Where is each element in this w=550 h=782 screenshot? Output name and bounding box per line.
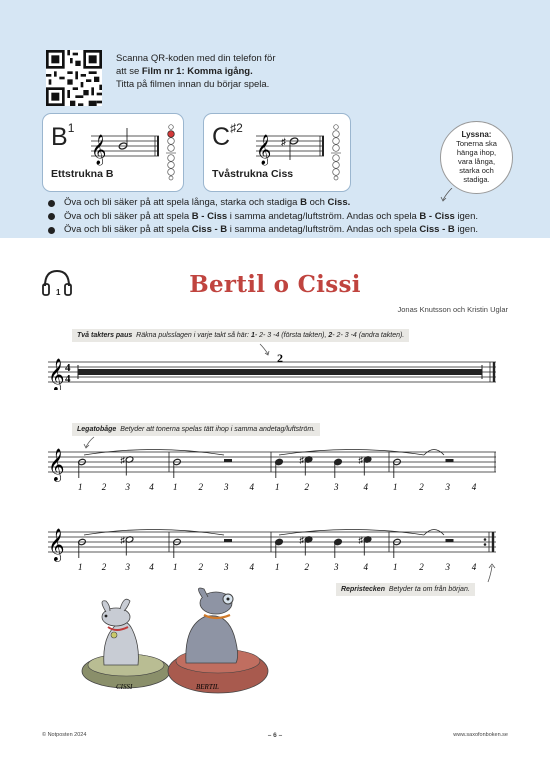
bubble-line: hänga ihop,: [456, 148, 497, 157]
count-label: 3: [445, 562, 450, 572]
count-label: 2: [198, 562, 203, 572]
treble-clef-icon: 𝄞: [48, 360, 65, 390]
note-name: $C^{♯2}$: [212, 121, 243, 151]
fingering-chart-icon: [166, 125, 176, 180]
qr-line-2: att se Film nr 1: Komma igång.: [116, 66, 253, 77]
bubble-line: stadiga.: [463, 175, 490, 184]
count-label: 3: [125, 562, 130, 572]
sharp-icon: ♯: [299, 455, 304, 465]
count-label: 3: [224, 482, 229, 492]
sharp-icon: ♯: [358, 455, 363, 465]
count-label: 3: [334, 482, 339, 492]
rest-count: 2: [277, 351, 283, 365]
half-rest: [224, 459, 232, 462]
count-label: 4: [149, 562, 154, 572]
half-rest: [446, 459, 454, 462]
qr-code[interactable]: [46, 50, 102, 106]
annotation-arrow: [484, 562, 500, 584]
dog-name-left: CISSI: [116, 683, 133, 691]
multi-measure-rest: [78, 369, 482, 375]
time-signature-bottom: 4: [65, 373, 71, 385]
half-rest: [224, 539, 232, 542]
count-label: 1: [78, 562, 83, 572]
listen-bubble: [440, 121, 513, 194]
list-item: Öva och bli säker på att spela Ciss - B i samma andetag/luftström. Andas och spela Ciss - B igen.: [48, 223, 478, 237]
bubble-line: Tonerna ska: [456, 139, 497, 148]
film-link[interactable]: Film nr 1: Komma igång.: [141, 66, 253, 77]
count-label: 3: [445, 482, 450, 492]
count-label: 2: [101, 482, 107, 492]
sharp-icon: ♯: [299, 535, 304, 545]
count-label: 4: [363, 562, 368, 572]
count-label: 1: [173, 482, 178, 492]
count-label: 4: [471, 562, 477, 572]
staff-2: [44, 444, 504, 494]
repeat-dot: [484, 538, 487, 541]
annotation-rest: Två takters paus Räkna pulsslagen i varje takt så här: 1- 2- 3 -4 (första takten), 2- 2- 3 -4 (andra takten).: [72, 329, 409, 342]
half-rest: [446, 539, 454, 542]
composer: Jonas Knutsson och Kristin Uglar: [397, 305, 508, 314]
count-label: 1: [173, 562, 178, 572]
note-name: $B^1$: [51, 121, 75, 151]
count-label: 4: [149, 482, 154, 492]
fingering-chart-icon: [331, 125, 341, 180]
note-caption: Tvåstrukna Ciss: [212, 168, 294, 180]
count-label: 2: [101, 562, 107, 572]
note-card-cis2: [203, 113, 351, 192]
repeat-dot: [484, 543, 487, 546]
dogs-illustration: [76, 585, 276, 697]
qr-instructions: [116, 52, 275, 91]
practice-list: [48, 196, 478, 237]
count-label: 1: [393, 562, 398, 572]
footer-copyright: © Notposten 2024: [42, 732, 87, 738]
qr-line-1: Scanna QR-koden med din telefon för: [116, 53, 276, 64]
count-label: 3: [334, 562, 339, 572]
treble-clef-icon: 𝄞: [48, 530, 65, 561]
bubble-line: vara långa,: [457, 157, 496, 166]
count-label: 2: [304, 482, 309, 492]
count-label: 2: [419, 562, 424, 572]
annotation-repeat: Repristecken Betyder ta om från början.: [336, 583, 475, 596]
bubble-line: starka och: [459, 166, 494, 175]
count-label: 3: [224, 562, 229, 572]
sharp-icon: ♯: [281, 137, 286, 148]
treble-clef-icon: 𝄞: [256, 135, 272, 164]
staff-3: [44, 524, 504, 574]
annotation-legato: Legatobåge Betyder att tonerna spelas tätt ihop i samma andetag/luftström.: [72, 423, 320, 436]
staff-1: [44, 350, 504, 390]
bubble-title: Lyssna:: [461, 130, 492, 139]
dog-name-right: BERTIL: [196, 683, 219, 691]
footer-website[interactable]: www.saxofonboken.se: [453, 732, 508, 738]
note-caption: Ettstrukna B: [51, 168, 114, 180]
sharp-icon: ♯: [358, 535, 363, 545]
qr-line-3: Titta på filmen innan du börjar spela.: [116, 79, 270, 90]
treble-clef-icon: 𝄞: [91, 135, 107, 164]
treble-clef-icon: 𝄞: [48, 450, 65, 481]
count-label: 2: [419, 482, 424, 492]
sharp-icon: ♯: [120, 455, 125, 465]
count-label: 4: [249, 562, 254, 572]
list-item: Öva och bli säker på att spela långa, starka och stadiga B och Ciss.: [48, 196, 478, 210]
count-label: 4: [471, 482, 477, 492]
track-number: 1: [56, 288, 61, 297]
count-label: 1: [275, 482, 280, 492]
count-label: 1: [275, 562, 280, 572]
count-label: 3: [125, 482, 130, 492]
note-card-b1: [42, 113, 184, 192]
count-label: 4: [363, 482, 368, 492]
list-item: Öva och bli säker på att spela B - Ciss i samma andetag/luftström. Andas och spela B - Ciss igen.: [48, 210, 478, 224]
count-label: 2: [304, 562, 309, 572]
time-signature-top: 4: [65, 362, 71, 374]
count-label: 4: [249, 482, 254, 492]
count-label: 2: [198, 482, 203, 492]
count-label: 1: [393, 482, 398, 492]
count-label: 1: [78, 482, 83, 492]
page-number: – 6 –: [267, 732, 283, 739]
sharp-icon: ♯: [120, 535, 125, 545]
song-title: Bertil o Cissi: [189, 271, 361, 298]
